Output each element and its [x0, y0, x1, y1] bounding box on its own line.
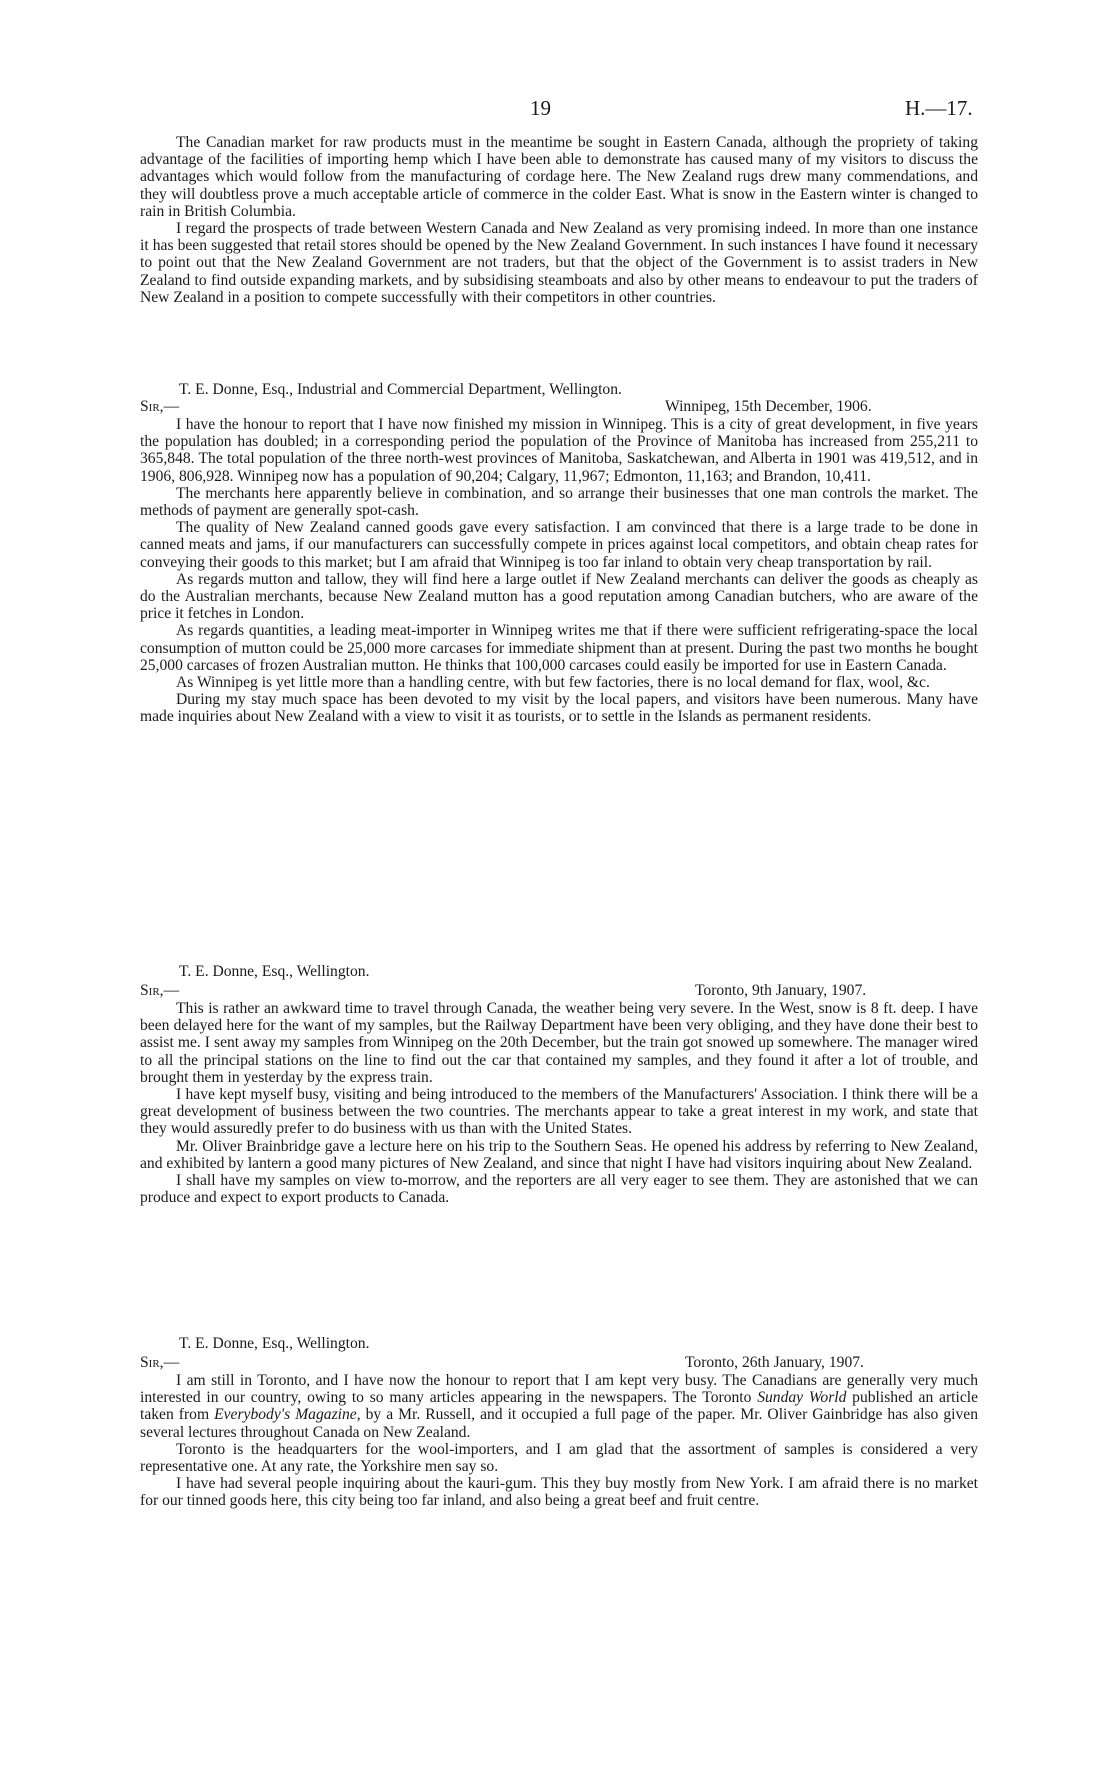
paragraph: The merchants here apparently believe in combination, and so arrange their businesses that one man controls the market. The methods of payment are generally spot-cash.	[140, 484, 978, 520]
paragraph: As Winnipeg is yet little more than a handling centre, with but few factories, there is no local demand for flax, wool, &c.	[176, 674, 930, 692]
paragraph: I shall have my samples on view to-morrow, and the reporters are all very eager to see them. They are astonished that we can produce and expect to export products to Canada.	[140, 1172, 978, 1207]
paragraph: This is rather an awkward time to travel through Canada, the weather being very severe. In the West, snow is 8 ft. deep. I have been delayed here for the want of my samples, but the Railway Department have been very obliging, and they have done their best to assist me. I sent away my samples from Winnipeg on the 20th December, but the train got snowed up somewhere. The manager wired to all the principal stations on the line to find out the car that contained my samples, and they found it after a lot of trouble, and brought them in yesterday by the express train.	[140, 1000, 978, 1086]
paragraph: As regards mutton and tallow, they will find here a large outlet if New Zealand merchants can deliver the goods as cheaply as do the Australian merchants, because New Zealand mutton has a good reputation among Canadian butchers, who are aware of the price it fetches in London.	[140, 570, 978, 623]
intro-section	[140, 134, 978, 306]
letter-salutation: Sir,—	[140, 982, 180, 999]
paragraph: The Canadian market for raw products must in the meantime be sought in Eastern Canada, although the propriety of taking advantage of the facilities of importing hemp which I have been able to demonstrate has caused many of my visitors to discuss the advantages which would follow from the manufacturing of cordage here. The New Zealand rugs drew many commendations, and they will doubtless prove a much acceptable article of commerce in the colder East. What is snow in the Eastern winter is changed to rain in British Columbia.	[140, 134, 978, 220]
paragraph: I have the honour to report that I have now finished my mission in Winnipeg. This is a city of great development, in five years the population has doubled; in a corresponding period the population of the Province of Manitoba has increased from 255,211 to 365,848. The total population of the three north-west provinces of Manitoba, Saskatchewan, and Alberta in 1901 was 419,512, and in 1906, 806,928. Winnipeg now has a population of 90,204; Calgary, 11,967; Edmonton, 11,163; and Brandon, 10,411.	[140, 416, 978, 485]
letter-salutation: Sir,—	[140, 1354, 180, 1371]
page-number: 19	[530, 96, 551, 120]
letter-addressee: T. E. Donne, Esq., Industrial and Commercial Department, Wellington.	[179, 381, 622, 398]
letter-addressee: T. E. Donne, Esq., Wellington.	[179, 963, 370, 980]
publication-title: Sunday World	[757, 1389, 847, 1407]
paragraph	[140, 1372, 978, 1441]
document-reference: H.—17.	[905, 96, 973, 120]
paragraph-text: published an article taken from	[140, 1389, 978, 1424]
publication-title: Everybody's Magazine	[214, 1406, 357, 1424]
paragraph: I have kept myself busy, visiting and being introduced to the members of the Manufacturers' Association. I think there will be a great development of business between the two countries. The merchants appear to take a great interest in my work, and state that they would assuredly prefer to do business with us than with the United States.	[140, 1086, 978, 1138]
letter-place-date: Winnipeg, 15th December, 1906.	[665, 398, 872, 415]
letter-addressee: T. E. Donne, Esq., Wellington.	[179, 1335, 370, 1352]
letter-body	[140, 416, 978, 726]
paragraph: During my stay much space has been devoted to my visit by the local papers, and visitors have been numerous. Many have made inquiries about New Zealand with a view to visit it as tourists, or to settle in the Islands as permanent residents.	[140, 691, 978, 726]
paragraph-text: I am still in Toronto, and I have now the honour to report that I am kept very busy. The Canadians are generally very much interested in our country, owing to so many articles appearing in the newspapers. The Toronto	[140, 1372, 978, 1407]
paragraph: As regards quantities, a leading meat-importer in Winnipeg writes me that if there were sufficient refrigerating-space the local consumption of mutton could be 25,000 more carcases for immediate shipment than at present. During the past two months he bought 25,000 carcases of frozen Australian mutton. He thinks that 100,000 carcases could easily be imported for use in Eastern Canada.	[140, 622, 978, 674]
letter-salutation: Sir,—	[140, 398, 180, 415]
letter-place-date: Toronto, 26th January, 1907.	[685, 1354, 864, 1371]
letter-body	[140, 1372, 978, 1510]
paragraph: I have had several people inquiring about the kauri-gum. This they buy mostly from New York. I am afraid there is no market for our tinned goods here, this city being too far inland, and also being a great beef and fruit centre.	[140, 1475, 978, 1510]
paragraph: I regard the prospects of trade between Western Canada and New Zealand as very promising indeed. In more than one instance it has been suggested that retail stores should be opened by the New Zealand Government. In such instances I have found it necessary to point out that the New Zealand Government are not traders, but that the object of the Government is to assist traders in New Zealand to find outside expanding markets, and by subsidising steamboats and also by other means to endeavour to put the traders of New Zealand in a position to compete successfully with their competitors in other countries.	[140, 220, 978, 306]
paragraph: Toronto is the headquarters for the wool-importers, and I am glad that the assortment of samples is considered a very representative one. At any rate, the Yorkshire men say so.	[140, 1440, 978, 1476]
paragraph: The quality of New Zealand canned goods gave every satisfaction. I am convinced that there is a large trade to be done in canned meats and jams, if our manufacturers can successfully compete in prices against local competitors, and obtain cheap rates for conveying their goods to this market; but I am afraid that Winnipeg is too far inland to obtain very cheap transportation by rail.	[140, 519, 978, 571]
letter-body	[140, 1000, 978, 1206]
letter-place-date: Toronto, 9th January, 1907.	[695, 982, 867, 999]
paragraph: Mr. Oliver Brainbridge gave a lecture here on his trip to the Southern Seas. He opened his address by referring to New Zealand, and exhibited by lantern a good many pictures of New Zealand, and since that night I have had visitors inquiring about New Zealand.	[140, 1137, 978, 1172]
paragraph-text: , by a Mr. Russell, and it occupied a full page of the paper. Mr. Oliver Gainbridge has also given several lectures throughout Canada on New Zealand.	[140, 1406, 978, 1441]
